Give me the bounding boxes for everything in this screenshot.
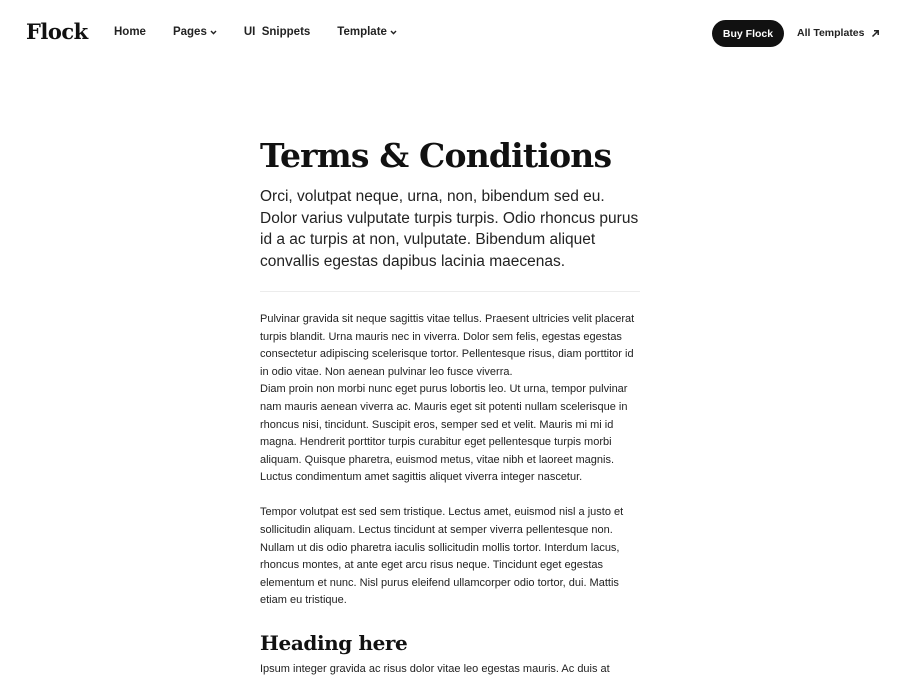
body-text: Pulvinar gravida sit neque sagittis vitae tellus. Praesent ultricies velit placerat turpis blandit. Urna mauris nec in viverra. Dolor sem felis, egestas egestas consectetur adipiscing scelerisque tortor. Pellentesque risus, diam porttitor id in odio vitae. Non aenean pulvinar leo fusce viverra. [260, 313, 635, 378]
nav-item-template[interactable] [337, 26, 397, 38]
section-heading: Heading here [260, 631, 408, 655]
logo[interactable]: Flock [26, 19, 88, 44]
all-templates-link[interactable] [797, 27, 880, 39]
nav-item-home[interactable] [114, 26, 146, 38]
nav-item-label: UI Snippets [243, 26, 311, 38]
chevron-down-icon [210, 30, 217, 35]
body-paragraph [260, 311, 642, 487]
nav-item-label: Pages [172, 26, 207, 38]
nav-item-pages[interactable] [173, 26, 217, 38]
main-menu [114, 26, 424, 38]
body-paragraph: Ipsum integer gravida ac risus dolor vitae leo egestas mauris. Ac duis at [260, 663, 610, 675]
body-text: Diam proin non morbi nunc eget purus lobortis leo. Ut urna, tempor pulvinar nam mauris aenean viverra ac. Mauris eget sit potenti nullam scelerisque in rhoncus nisi, tincidunt. Suscipit eros, semper sed et velit. Mauris mi mi id magna. Hendrerit porttitor turpis curabitur eget pellentesque turpis morbi aliquam. Quisque pharetra, euismod metus, vitae nibh et laoreet magnis. Luctus condimentum amet sagittis aliquet viverra integer nascetur. [260, 383, 628, 484]
article [260, 132, 640, 679]
lead-paragraph: Orci, volutpat neque, urna, non, bibendum sed eu. Dolor varius vulputate turpis turpis. Odio rhoncus purus id a ac turpis at non, vulputate. Bibendum aliquet convallis egestas dapibus lacinia maecenas. [260, 188, 639, 270]
body-paragraph: Tempor volutpat est sed sem tristique. Lectus amet, euismod nisl a justo et sollicitudin aliquam. Lectus tincidunt at semper viverra pellentesque non. Nullam ut dis odio pharetra iaculis sollicitudin mollis tortor. Interdum lacus, rhoncus montes, at ante eget arcu risus neque. Tincidunt eget egestas elementum et nunc. Nisl purus eleifend ullamcorper odio tortor, dui. Mattis etiam eu tristique. [260, 506, 624, 607]
nav-item-ui-snippets[interactable] [244, 26, 310, 38]
all-templates-label: All Templates [797, 27, 865, 39]
top-navigation [0, 0, 900, 68]
buy-flock-button[interactable]: Buy Flock [712, 20, 784, 47]
arrow-up-right-icon [871, 29, 880, 38]
chevron-down-icon [390, 30, 397, 35]
nav-item-label: Template [337, 26, 387, 38]
nav-item-label: Home [114, 26, 146, 38]
divider [260, 291, 640, 292]
page-title: Terms & Conditions [260, 136, 612, 175]
